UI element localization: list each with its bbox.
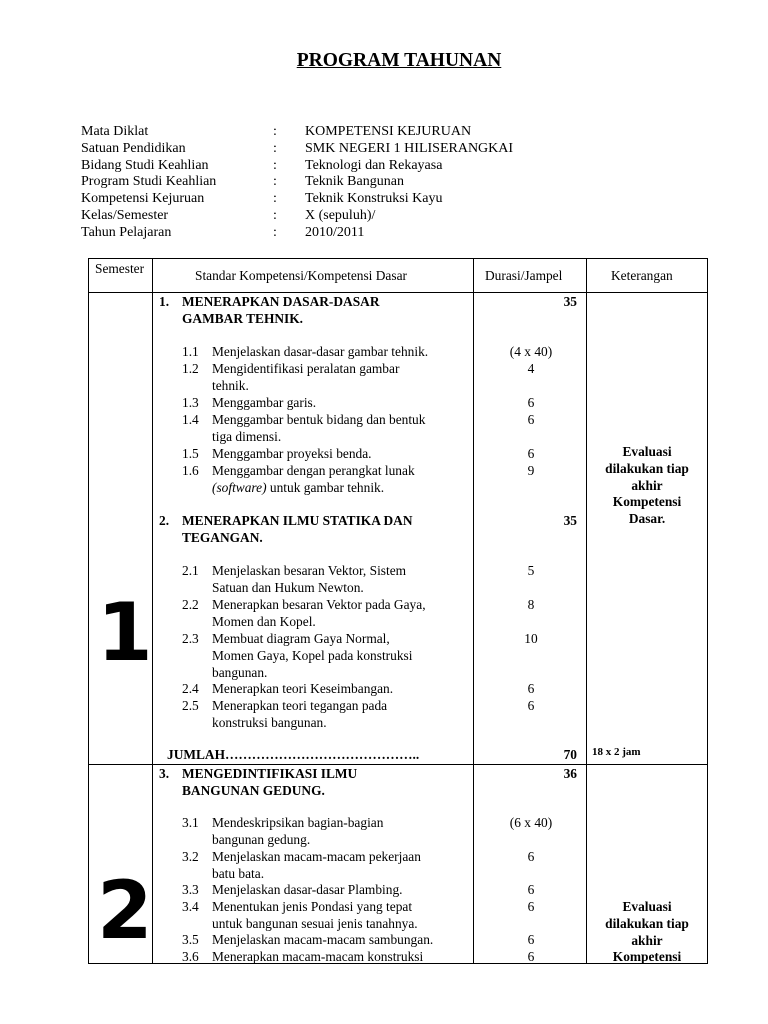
meta-value: Teknik Bangunan (305, 174, 404, 190)
kd-text: Menentukan jenis Pondasi yang tepat (212, 899, 413, 914)
kd-number: 1.2 (182, 361, 199, 376)
kd-number: 1.4 (182, 412, 199, 427)
meta-label: Kelas/Semester (81, 207, 169, 223)
sk-total-duration: 35 (563, 294, 577, 309)
kd-duration: 8 (527, 597, 535, 612)
kd-text: Menggambar garis. (212, 395, 317, 410)
meta-value: 2010/2011 (305, 224, 365, 240)
semester-number-1: 1 (97, 586, 153, 679)
kd-text: tehnik. (212, 378, 249, 393)
kd-text: Menjelaskan dasar-dasar Plambing. (212, 882, 403, 897)
header-divider (89, 292, 707, 293)
kd-duration: 6 (527, 882, 535, 897)
kd-duration: 6 (527, 681, 535, 696)
sk-title-line: GAMBAR TEHNIK. (182, 311, 304, 326)
kd-text: Menggambar proyeksi benda. (212, 446, 372, 461)
sk-title-line: MENERAPKAN DASAR-DASAR (182, 294, 380, 309)
keterangan-line: Kompetensi (612, 494, 682, 510)
kd-number: 3.3 (182, 882, 199, 897)
kd-text: Momen Gaya, Kopel pada konstruksi (212, 648, 413, 663)
kd-number: 1.5 (182, 446, 199, 461)
kd-text: Menjelaskan dasar-dasar gambar tehnik. (212, 344, 429, 359)
keterangan-line: Evaluasi (622, 899, 672, 914)
sk-total-duration: 36 (563, 766, 577, 781)
meta-colon: : (273, 191, 277, 207)
kd-duration: 6 (527, 698, 535, 713)
kd-duration: 5 (527, 563, 535, 578)
meta-label: Bidang Studi Keahlian (81, 157, 209, 173)
kd-text: Menerapkan besaran Vektor pada Gaya, (212, 597, 426, 612)
meta-colon: : (273, 157, 277, 173)
kd-number: 2.4 (182, 681, 199, 696)
kd-duration: 6 (527, 446, 535, 461)
kd-text: Menerapkan macam-macam konstruksi (212, 949, 424, 964)
kd-text: Menjelaskan besaran Vektor, Sistem (212, 563, 407, 578)
sk-title-line: BANGUNAN GEDUNG. (182, 783, 325, 798)
kd-number: 1.3 (182, 395, 199, 410)
kd-text: konstruksi bangunan. (212, 715, 327, 730)
keterangan-line: Evaluasi (622, 444, 672, 459)
kd-duration: (4 x 40) (509, 344, 553, 359)
meta-label: Program Studi Keahlian (81, 174, 217, 190)
kd-text: Momen dan Kopel. (212, 614, 316, 629)
header-standar-kompetensi: Standar Kompetensi/Kompetensi Dasar (195, 268, 407, 283)
kd-text: Menerapkan teori tegangan pada (212, 698, 388, 713)
kd-duration: 6 (527, 899, 535, 914)
meta-colon: : (273, 174, 277, 190)
kd-number: 3.4 (182, 899, 199, 914)
kd-duration: 10 (524, 631, 538, 646)
meta-label: Satuan Pendidikan (81, 140, 186, 156)
kd-duration: 6 (527, 932, 535, 947)
sk-title-line: TEGANGAN. (182, 530, 263, 545)
program-table (88, 258, 708, 964)
sk-title-line: MENGEDINTIFIKASI ILMU (182, 766, 358, 781)
sk-total-duration: 35 (563, 513, 577, 528)
kd-number: 2.5 (182, 698, 199, 713)
meta-value: Teknik Konstruksi Kayu (305, 191, 443, 207)
kd-number: 3.1 (182, 815, 199, 830)
kd-number: 2.1 (182, 563, 199, 578)
keterangan-line: akhir (631, 477, 663, 493)
keterangan-line: Kompetensi (612, 949, 682, 965)
meta-value: Teknologi dan Rekayasa (305, 157, 443, 173)
kd-number: 2.3 (182, 631, 199, 646)
meta-value: KOMPETENSI KEJURUAN (305, 124, 472, 139)
kd-text: Satuan dan Hukum Newton. (212, 580, 364, 595)
kd-text-rest: untuk gambar tehnik. (266, 480, 385, 495)
jumlah-label: JUMLAH…………………………………….. (167, 747, 420, 762)
kd-number: 1.6 (182, 463, 199, 478)
meta-label: Kompetensi Kejuruan (81, 191, 205, 207)
kd-text: tiga dimensi. (212, 429, 282, 444)
semester-number-2: 2 (97, 864, 153, 957)
keterangan-evaluasi (587, 444, 707, 528)
kd-duration: (6 x 40) (509, 815, 553, 830)
meta-colon: : (273, 207, 277, 223)
header-keterangan: Keterangan (611, 268, 673, 283)
keterangan-line: Dasar. (628, 511, 666, 527)
kd-text-italic: (software) (212, 480, 267, 495)
kd-text: Mendeskripsikan bagian-bagian (212, 815, 384, 830)
kd-text: Mengidentifikasi peralatan gambar (212, 361, 400, 376)
kd-text: bangunan. (212, 665, 268, 680)
kd-number: 3.6 (182, 949, 199, 964)
kd-duration: 6 (527, 412, 535, 427)
keterangan-line: akhir (631, 932, 663, 948)
kd-duration: 6 (527, 849, 535, 864)
meta-value: SMK NEGERI 1 HILISERANGKAI (305, 140, 514, 156)
page-title: PROGRAM TAHUNAN (296, 50, 502, 71)
kd-text: untuk bangunan sesuai jenis tanahnya. (212, 916, 418, 931)
kd-text: Menjelaskan macam-macam sambungan. (212, 932, 434, 947)
keterangan-line: dilakukan tiap (605, 460, 689, 476)
sk-title-line: MENERAPKAN ILMU STATIKA DAN (182, 513, 413, 528)
kd-duration: 6 (527, 949, 535, 964)
kd-duration: 9 (527, 463, 535, 478)
header-durasi: Durasi/Jampel (485, 268, 563, 283)
column-divider (473, 259, 474, 963)
jumlah-note: 18 x 2 jam (592, 746, 641, 758)
kd-text (212, 480, 384, 496)
kd-number: 3.2 (182, 849, 199, 864)
sk-number: 1. (159, 294, 170, 309)
kd-text: Menerapkan teori Keseimbangan. (212, 681, 394, 696)
meta-label: Tahun Pelajaran (81, 224, 172, 240)
column-divider (586, 259, 587, 963)
kd-text: Menjelaskan macam-macam pekerjaan (212, 849, 421, 864)
meta-colon: : (273, 124, 277, 139)
meta-colon: : (273, 140, 277, 156)
jumlah-value: 70 (563, 747, 577, 762)
meta-value: X (sepuluh)/ (305, 207, 376, 223)
header-semester: Semester (95, 261, 145, 276)
kd-text: bangunan gedung. (212, 832, 311, 847)
kd-number: 1.1 (182, 344, 199, 359)
meta-colon: : (273, 224, 277, 240)
keterangan-evaluasi (587, 899, 707, 966)
keterangan-line: dilakukan tiap (605, 915, 689, 931)
kd-text: Membuat diagram Gaya Normal, (212, 631, 390, 646)
kd-duration: 4 (527, 361, 535, 376)
kd-text: Menggambar bentuk bidang dan bentuk (212, 412, 426, 427)
kd-text: Menggambar dengan perangkat lunak (212, 463, 415, 478)
sk-number: 3. (159, 766, 170, 781)
kd-number: 3.5 (182, 932, 199, 947)
sk-number: 2. (159, 513, 170, 528)
semester-divider (89, 764, 707, 765)
meta-label: Mata Diklat (81, 124, 149, 139)
kd-number: 2.2 (182, 597, 199, 612)
kd-text: batu bata. (212, 866, 265, 881)
kd-duration: 6 (527, 395, 535, 410)
